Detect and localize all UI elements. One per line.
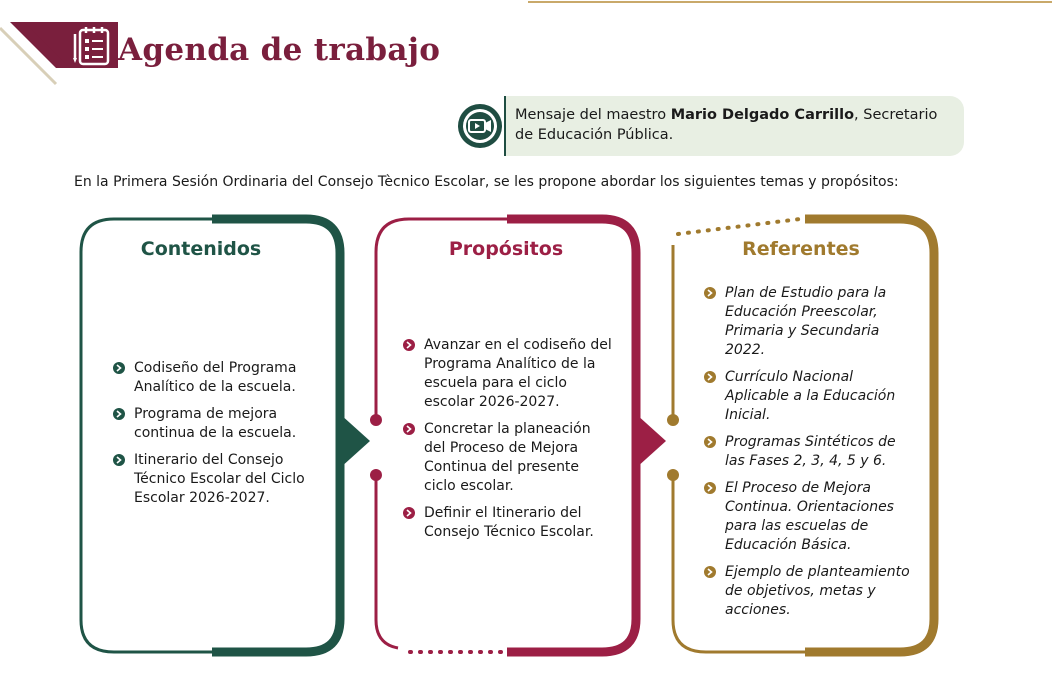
list-item-text: Programas Sintéticos de las Fases 2, 3, 4, 5 y 6. bbox=[725, 434, 896, 469]
list-item bbox=[704, 479, 914, 555]
referentes-list bbox=[704, 284, 914, 628]
list-item bbox=[403, 504, 613, 542]
list-item bbox=[403, 336, 613, 412]
list-item-text: Definir el Itinerario del Consejo Técnico Escolar. bbox=[424, 505, 594, 540]
intro-text: En la Primera Sesión Ordinaria del Consejo Tècnico Escolar, se les propone abordar los siguientes temas y propósitos: bbox=[74, 174, 899, 190]
list-item-text: Codiseño del Programa Analítico de la escuela. bbox=[134, 360, 297, 395]
arrow-circle-icon bbox=[704, 371, 716, 383]
arrow-circle-icon bbox=[403, 423, 415, 435]
list-item-text: Currículo Nacional Aplicable a la Educación Inicial. bbox=[725, 369, 896, 423]
list-item-text: Itinerario del Consejo Técnico Escolar del Ciclo Escolar 2026-2027. bbox=[134, 452, 305, 506]
list-item bbox=[113, 359, 313, 397]
list-item bbox=[704, 368, 914, 425]
list-item-text: Concretar la planeación del Proceso de Mejora Continua del presente ciclo escolar. bbox=[424, 421, 591, 494]
list-item-text: El Proceso de Mejora Continua. Orientaciones para las escuelas de Educación Básica. bbox=[725, 480, 894, 553]
arrow-circle-icon bbox=[113, 362, 125, 374]
list-item bbox=[704, 563, 914, 620]
list-item bbox=[704, 433, 914, 471]
list-item-text: Avanzar en el codiseño del Programa Analítico de la escuela para el ciclo escolar 2026-2027. bbox=[424, 337, 612, 410]
column-heading-referentes: Referentes bbox=[742, 238, 860, 260]
arrow-circle-icon bbox=[704, 287, 716, 299]
arrow-circle-icon bbox=[704, 566, 716, 578]
arrow-circle-icon bbox=[403, 339, 415, 351]
message-suffix: , Secretario de Educación Pública. bbox=[515, 107, 938, 143]
contenidos-list bbox=[113, 359, 313, 516]
list-item-text: Programa de mejora continua de la escuela. bbox=[134, 406, 297, 441]
arrow-circle-icon bbox=[113, 454, 125, 466]
arrow-circle-icon bbox=[704, 436, 716, 448]
list-item bbox=[113, 405, 313, 443]
arrow-circle-icon bbox=[704, 482, 716, 494]
message-prefix: Mensaje del maestro bbox=[515, 107, 671, 123]
column-heading-contenidos: Contenidos bbox=[140, 238, 262, 260]
column-heading-propositos: Propósitos bbox=[448, 238, 564, 260]
list-item-text: Ejemplo de planteamiento de objetivos, metas y acciones. bbox=[725, 564, 910, 618]
list-item-text: Plan de Estudio para la Educación Preescolar, Primaria y Secundaria 2022. bbox=[725, 285, 887, 358]
list-item bbox=[403, 420, 613, 496]
arrow-circle-icon bbox=[403, 507, 415, 519]
propositos-list bbox=[403, 336, 613, 550]
page-title: Agenda de trabajo bbox=[118, 32, 441, 68]
message-name: Mario Delgado Carrillo bbox=[670, 107, 855, 123]
list-item bbox=[113, 451, 313, 508]
arrow-circle-icon bbox=[113, 408, 125, 420]
list-item bbox=[704, 284, 914, 360]
